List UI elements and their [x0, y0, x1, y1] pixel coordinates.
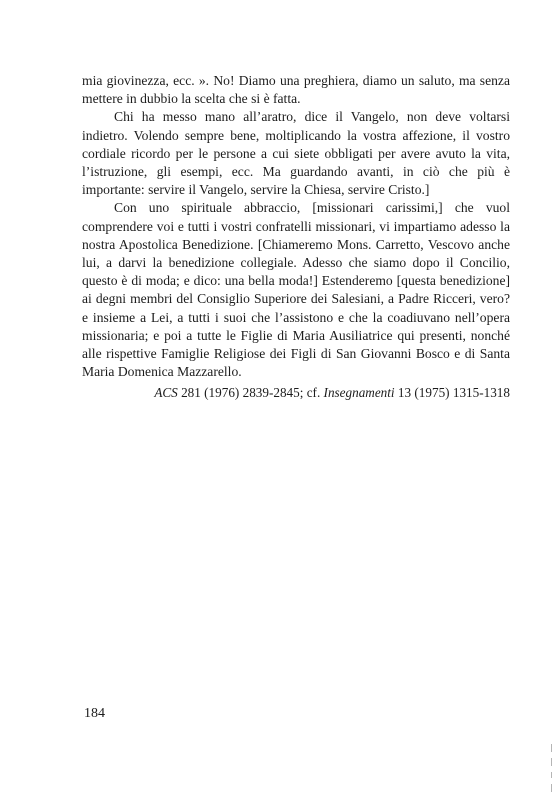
paragraph-continuation: mia giovinezza, ecc. ». No! Diamo una preghiera, diamo un saluto, ma senza mettere in dubbio la scelta che si è fatta. — [82, 73, 510, 107]
body-text — [82, 72, 510, 403]
citation-ref2: 13 (1975) 1315-1318 — [394, 385, 510, 401]
citation-source: ACS — [154, 385, 178, 401]
page-number: 184 — [84, 706, 105, 721]
citation-ref1: 281 (1976) 2839-2845; cf. — [177, 385, 324, 401]
citation-work: Insegnamenti — [323, 385, 395, 401]
paragraph-benedizione: Con uno spirituale abbraccio, [missionari carissimi,] che vuol comprendere voi e tutti i vostri confratelli missionari, vi impartiamo adesso la nostra Apostolica Benedizione. [Chiameremo Mons. Carretto, Vescovo anche lui, a darvi la benedizione collegiale. Adesso che siamo dopo il Concilio, questo è di moda; e dico: una bella moda!] Estenderemo [questa benedizione] ai degni membri del Consiglio Superiore dei Salesiani, a Padre Ricceri, vero? e insieme a Lei, a tutti i suoi che l’assistono e che la coadiuvano nell’opera missionaria; e poi a tutte le Figlie di Maria Ausiliatrice qui presenti, nonché alle rispettive Famiglie Religiose dei Figli di San Giovanni Bosco e di Santa Maria Domenica Mazzarello. — [82, 200, 510, 380]
paragraph-aratro: Chi ha messo mano all’aratro, dice il Vangelo, non deve voltarsi indietro. Volendo sempre bene, moltiplicando la vostra affezione, il vostro cordiale ricordo per le persone a cui siete obbligati per avere avuto la vita, l’istruzione, gli esempi, ecc. Ma guardando avanti, in ciò che più è importante: servire il Vangelo, servire la Chiesa, servire Cristo.] — [82, 109, 510, 198]
scan-edge-marks — [550, 744, 553, 794]
citation — [82, 384, 510, 402]
